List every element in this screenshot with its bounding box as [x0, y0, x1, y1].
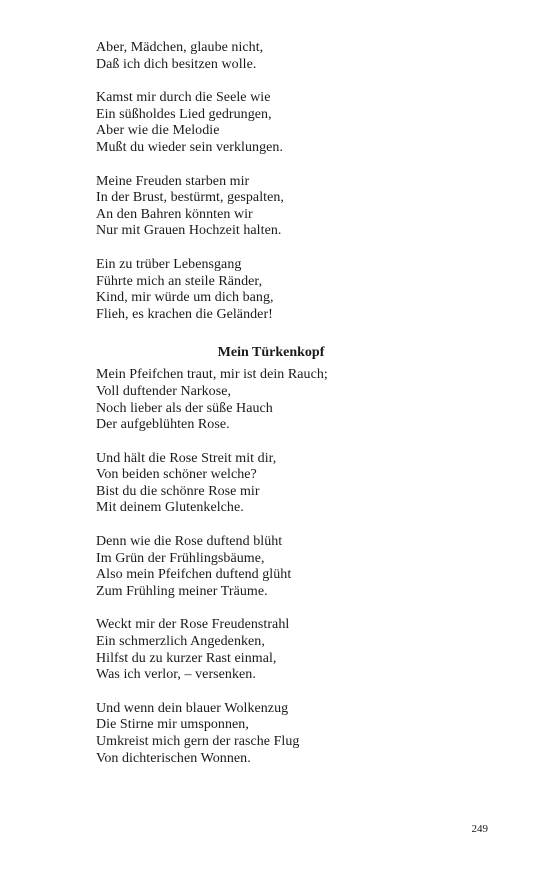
- verse-line: In der Brust, bestürmt, gespalten,: [96, 190, 284, 206]
- verse-line: Ein schmerzlich Angedenken,: [96, 634, 265, 650]
- verse-line: Mußt du wieder sein verklungen.: [96, 139, 284, 155]
- verse-line: Hilfst du zu kurzer Rast einmal,: [96, 650, 277, 666]
- poem-title: Mein Türkenkopf: [217, 345, 325, 361]
- stanza: [96, 90, 496, 156]
- verse-line: Ein zu trüber Lebensgang: [96, 256, 242, 272]
- stanza: [96, 534, 496, 600]
- verse-line: Voll duftender Narkose,: [96, 383, 232, 399]
- verse-line: Führte mich an steile Ränder,: [96, 273, 263, 289]
- stanza: [96, 367, 496, 433]
- verse-line: Mit deinem Glutenkelche.: [96, 500, 244, 516]
- verse-line: Bist du die schönre Rose mir: [96, 483, 260, 499]
- verse-line: Kamst mir durch die Seele wie: [96, 90, 271, 106]
- verse-line: Meine Freuden starben mir: [96, 173, 250, 189]
- verse-line: Und wenn dein blauer Wolkenzug: [96, 700, 289, 716]
- verse-line: Flieh, es krachen die Geländer!: [96, 306, 273, 322]
- verse-line: Nur mit Grauen Hochzeit halten.: [96, 223, 282, 239]
- verse-line: Noch lieber als der süße Hauch: [96, 400, 273, 416]
- stanza: [96, 701, 496, 767]
- verse-line: Aber, Mädchen, glaube nicht,: [96, 40, 264, 55]
- stanza: [96, 40, 496, 73]
- verse-line: Zum Frühling meiner Träume.: [96, 583, 268, 599]
- verse-line: Mein Pfeifchen traut, mir ist dein Rauch;: [96, 367, 328, 383]
- verse-line: Ein süßholdes Lied gedrungen,: [96, 106, 272, 122]
- stanza: [96, 257, 496, 323]
- stanza: [96, 174, 496, 240]
- poem-text-block: [96, 40, 496, 784]
- verse-line: Von dichterischen Wonnen.: [96, 750, 251, 766]
- verse-line: Weckt mir der Rose Freudenstrahl: [96, 617, 290, 633]
- page-number: 249: [471, 823, 488, 835]
- verse-line: Daß ich dich besitzen wolle.: [96, 56, 257, 72]
- verse-line: Der aufgeblühten Rose.: [96, 417, 230, 433]
- verse-line: Aber wie die Melodie: [96, 123, 220, 139]
- verse-line: An den Bahren könnten wir: [96, 206, 253, 222]
- verse-line: Kind, mir würde um dich bang,: [96, 290, 274, 306]
- verse-line: Denn wie die Rose duftend blüht: [96, 534, 283, 550]
- verse-line: Die Stirne mir umsponnen,: [96, 717, 249, 733]
- verse-line: Im Grün der Frühlingsbäume,: [96, 550, 265, 566]
- verse-line: Von beiden schöner welche?: [96, 467, 257, 483]
- stanza: [96, 617, 496, 683]
- verse-line: Und hält die Rose Streit mit dir,: [96, 450, 277, 466]
- verse-line: Umkreist mich gern der rasche Flug: [96, 734, 300, 749]
- verse-line: Also mein Pfeifchen duftend glüht: [96, 567, 292, 583]
- verse-line: Was ich verlor, – versenken.: [96, 667, 256, 683]
- stanza: [96, 451, 496, 517]
